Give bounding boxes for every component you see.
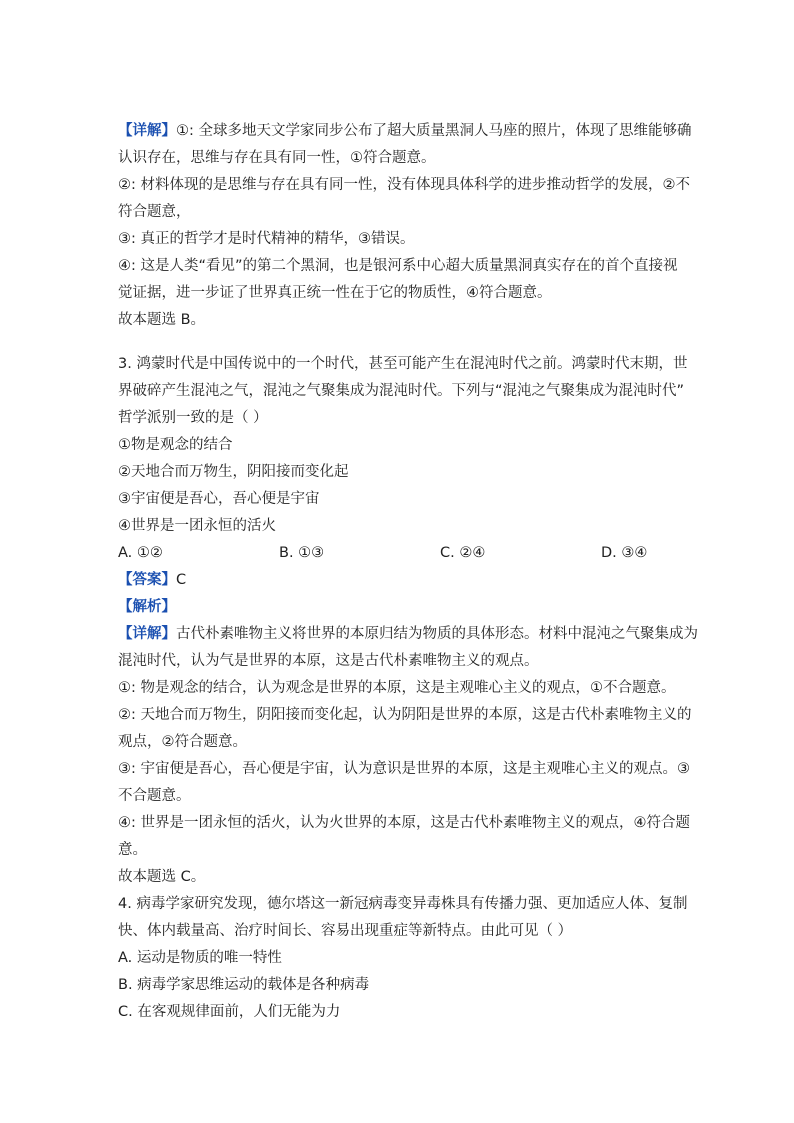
q3-analysis-heading: 【解析】 — [118, 599, 176, 615]
q3-detail-line: 【详解】古代朴素唯物主义将世界的本原归结为物质的具体形态。材料中混沌之气聚集成为 — [118, 626, 698, 642]
q3-detail-line: 不合题意。 — [118, 788, 191, 804]
q3-answer-value: C — [176, 572, 187, 588]
q3-detail-line: 意。 — [118, 842, 147, 858]
q3-answer-tag: 【答案】 — [118, 572, 176, 588]
q3-stem-line: 3. 鸿蒙时代是中国传说中的一个时代，甚至可能产生在混沌时代之前。鸿蒙时代末期，世 — [118, 356, 688, 372]
q4-option-b: B. 病毒学家思维运动的载体是各种病毒 — [118, 977, 370, 993]
q3-detail-line: ④: 世界是一团永恒的活火，认为火世界的本原，这是古代朴素唯物主义的观点，④符合题 — [118, 815, 690, 831]
q3-detail-line: 观点，②符合题意。 — [118, 734, 247, 750]
q3-option-d: D. ③④ — [601, 545, 648, 561]
q3-detail-line: ②: 天地合而万物生，阴阳接而变化起，认为阴阳是世界的本原，这是古代朴素唯物主义的 — [118, 707, 692, 723]
q3-stem-line: 哲学派别一致的是（ ） — [118, 410, 268, 426]
q2-detail-line: ④: 这是人类“看见”的第二个黑洞，也是银河系中心超大质量黑洞真实存在的首个直接视 — [118, 258, 678, 274]
q3-answer — [118, 567, 678, 594]
q3-options — [118, 540, 678, 567]
q3-detail-line: 混沌时代，认为气是世界的本原，这是古代朴素唯物主义的观点。 — [118, 653, 539, 669]
q2-detail-line: ③: 真正的哲学才是时代精神的精华，③错误。 — [118, 231, 415, 247]
q2-detail-line: ②: 材料体现的是思维与存在具有同一性，没有体现具体科学的进步推动哲学的发展，②不 — [118, 177, 690, 193]
q2-detail-line: 觉证据，进一步证了世界真正统一性在于它的物质性，④符合题意。 — [118, 285, 552, 301]
q3-detail-line: ③: 宇宙便是吾心，吾心便是宇宙，认为意识是世界的本原，这是主观唯心主义的观点。③ — [118, 761, 690, 777]
q3-stem-line: 界破碎产生混沌之气，混沌之气聚集成为混沌时代。下列与“混沌之气聚集成为混沌时代” — [118, 383, 685, 399]
q3-statement: ③宇宙便是吾心，吾心便是宇宙 — [118, 491, 320, 507]
q4-stem-line: 4. 病毒学家研究发现，德尔塔这一新冠病毒变异毒株具有传播力强、更加适应人体、复制 — [118, 896, 688, 912]
q3-conclusion: 故本题选 C。 — [118, 869, 206, 885]
q3-statement: ②天地合而万物生，阴阳接而变化起 — [118, 464, 349, 480]
q3-detail-line: ①: 物是观念的结合，认为观念是世界的本原，这是主观唯心主义的观点，①不合题意。 — [118, 680, 676, 696]
q3-statement: ④世界是一团永恒的活火 — [118, 518, 276, 534]
q3-statement: ①物是观念的结合 — [118, 437, 233, 453]
q2-detail-line: 【详解】①: 全球多地天文学家同步公布了超大质量黑洞人马座的照片，体现了思维能够确 — [118, 123, 692, 139]
q3-option-c: C. ②④ — [440, 545, 486, 561]
q2-detail-tag: 【详解】 — [118, 123, 176, 139]
q2-conclusion: 故本题选 B。 — [118, 312, 206, 328]
q2-detail-line: 符合题意， — [118, 204, 191, 220]
q4-option-a: A. 运动是物质的唯一特性 — [118, 950, 282, 966]
spacer — [118, 334, 678, 351]
q4-option-c: C. 在客观规律面前，人们无能为力 — [118, 1004, 341, 1020]
document-content — [118, 118, 698, 1026]
q3-option-a: A. ①② — [118, 545, 163, 561]
q3-detail-tag: 【详解】 — [118, 626, 176, 642]
q3-option-b: B. ①③ — [279, 545, 325, 561]
q2-detail-line: 认识存在，思维与存在具有同一性，①符合题意。 — [118, 150, 436, 166]
q4-stem-line: 快、体内载量高、治疗时间长、容易出现重症等新特点。由此可见（ ） — [118, 923, 573, 939]
